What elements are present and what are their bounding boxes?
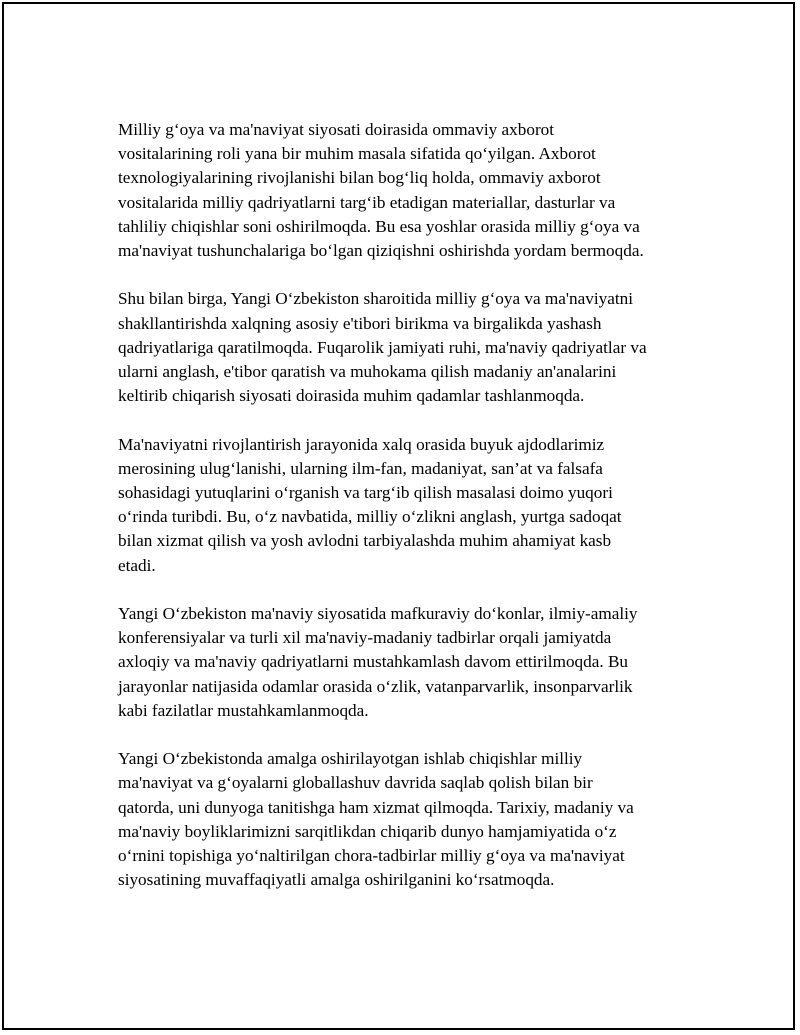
paragraph-2: Shu bilan birga, Yangi Oʻzbekiston sharoitida milliy gʻoya va ma'naviyatni shakllantirishda xalqning asosiy e'tibori birikma va birgalikda yashash qadriyatlariga qaratilmoqda. Fuqarolik jamiyati ruhi, ma'naviy qadriyatlar va ularni anglash, e'tibor qaratish va muhokama qilish madaniy an'analarini keltirib chiqarish siyosati doirasida muhim qadamlar tashlanmoqda. [118, 289, 647, 406]
paragraph-1: Milliy gʻoya va ma'naviyat siyosati doirasida ommaviy axborot vositalarining roli yana bir muhim masala sifatida qoʻyilgan. Axborot texnologiyalarining rivojlanishi bilan bogʻliq holda, ommaviy axborot vositalarida milliy qadriyatlarni targʻib etadigan materiallar, dasturlar va tahliliy chiqishlar soni oshirilmoqda. Bu esa yoshlar orasida milliy gʻoya va ma'naviyat tushunchalariga boʻlgan qiziqishni oshirishda yordam bermoqda. [118, 120, 644, 261]
paragraph-5: Yangi Oʻzbekistonda amalga oshirilayotgan ishlab chiqishlar milliy ma'naviyat va gʻoyalarni globallashuv davrida saqlab qolish bilan bir qatorda, uni dunyoga tanitishga ham xizmat qilmoqda. Tarixiy, madaniy va ma'naviy boyliklarimizni sarqitlikdan chiqarib dunyo hamjamiyatida oʻz oʻrnini topishiga yoʻnaltirilgan chora-tadbirlar milliy gʻoya va ma'naviyat siyosatining muvaffaqiyatli amalga oshirilganini koʻrsatmoqda. [118, 749, 634, 890]
paragraph-3: Ma'naviyatni rivojlantirish jarayonida xalq orasida buyuk ajdodlarimiz merosining ulugʻlanishi, ularning ilm-fan, madaniyat, san’at va falsafa sohasidagi yutuqlarini oʻrganish va targʻib qilish masalasi doimo yuqori oʻrinda turibdi. Bu, oʻz navbatida, milliy oʻzlikni anglash, yurtga sadoqat bilan xizmat qilish va yosh avlodni tarbiyalashda muhim ahamiyat kasb etadi. [118, 434, 622, 575]
document-body [118, 118, 698, 917]
paragraph-4: Yangi Oʻzbekiston ma'naviy siyosatida mafkuraviy doʻkonlar, ilmiy-amaliy konferensiyalar va turli xil ma'naviy-madaniy tadbirlar orqali jamiyatda axloqiy va ma'naviy qadriyatlarni mustahkamlash davom ettirilmoqda. Bu jarayonlar natijasida odamlar orasida oʻzlik, vatanparvarlik, insonparvarlik kabi fazilatlar mustahkamlanmoqda. [118, 604, 638, 720]
